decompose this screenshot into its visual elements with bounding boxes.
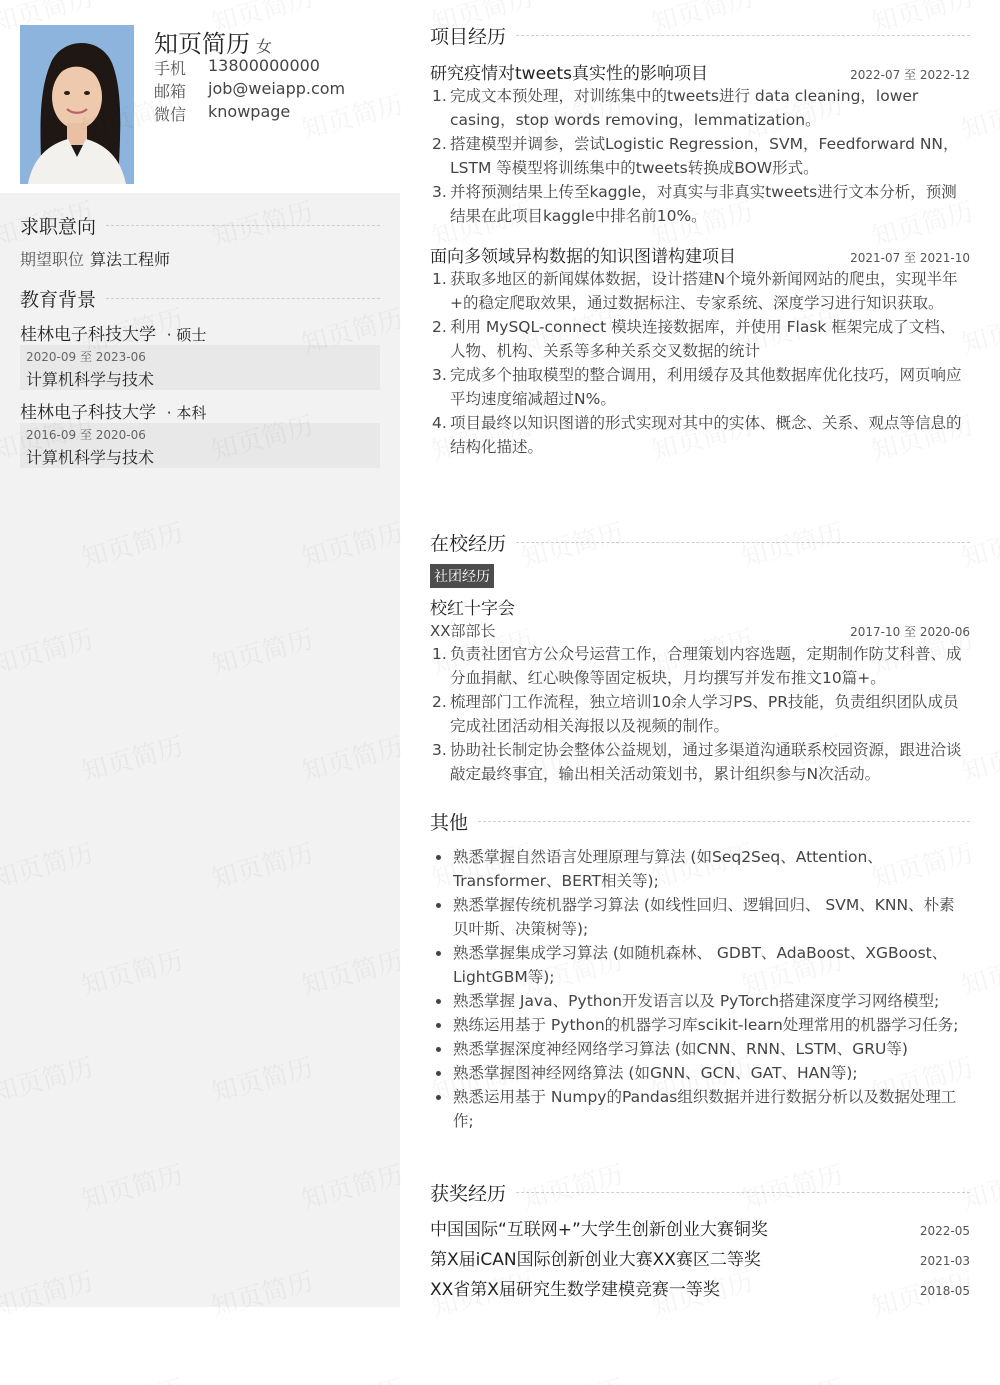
watermark-text bbox=[297, 1368, 407, 1385]
contact-label: 邮箱 bbox=[154, 82, 187, 101]
list-item-text: 梳理部门工作流程，独立培训10余人学习PS、PR技能，负责组织团队成员完成社团活动相关海报以及视频的制作。 bbox=[450, 693, 959, 735]
list-item-text: 熟悉掌握 Java、Python开发语言以及 PyTorch搭建深度学习网络模型; bbox=[453, 992, 940, 1010]
section-divider bbox=[516, 542, 970, 543]
candidate-gender: 女 bbox=[256, 37, 273, 56]
projects-section-title bbox=[430, 22, 970, 49]
project-date: 2021-07 至 2021-10 bbox=[850, 251, 970, 265]
award-row bbox=[430, 1275, 970, 1300]
role-date: 2017-10 至 2020-06 bbox=[850, 625, 970, 639]
list-item bbox=[430, 1037, 970, 1061]
contact-wechat bbox=[154, 102, 290, 125]
candidate-name: 知页简历 bbox=[154, 30, 250, 58]
contact-label: 手机 bbox=[154, 59, 187, 78]
profile-photo bbox=[20, 25, 134, 184]
watermark-text bbox=[737, 1368, 847, 1385]
list-item-text: 负责社团官方公众号运营工作，合理策划内容选题，定期制作防艾科普、成分血捐献、红心映像等固定板块，月均撰写并发布推文10篇+。 bbox=[450, 645, 962, 687]
expected-position bbox=[20, 247, 170, 270]
list-item: 2. 利用 MySQL-connect 模块连接数据库，并使用 Flask 框架完成了文档、人物、机构、关系等多种关系交叉数据的统计 bbox=[432, 318, 956, 360]
section-divider bbox=[516, 1192, 970, 1193]
contact-value: knowpage bbox=[208, 102, 291, 121]
list-item: 3. 协助社长制定协会整体公益规划，通过多渠道沟通联系校园资源，跟进洽谈敲定最终事宜，输出相关活动策划书，累计组织参与N次活动。 bbox=[432, 741, 962, 783]
list-item: 1. 获取多地区的新闻媒体数据，设计搭建N个境外新闻网站的爬虫，实现半年+的稳定爬取效果，通过数据标注、专家系统、深度学习进行知识获取。 bbox=[432, 270, 958, 312]
award-name: XX省第X届研究生数学建模竞赛一等奖 bbox=[430, 1280, 720, 1300]
contact-email bbox=[154, 79, 345, 102]
section-title-text: 求职意向 bbox=[20, 216, 97, 238]
education-major: 计算机科学与技术 bbox=[26, 448, 155, 467]
campus-section-title bbox=[430, 529, 970, 556]
list-item: 1. 负责社团官方公众号运营工作，合理策划内容选题，定期制作防艾科普、成分血捐献、红心映像等固定板块，月均撰写并发布推文10篇+。 bbox=[432, 645, 962, 687]
education-section-title bbox=[20, 285, 380, 312]
list-item bbox=[430, 845, 970, 893]
list-item bbox=[430, 893, 970, 941]
project-points bbox=[430, 267, 970, 459]
award-name: 第X届iCAN国际创新创业大赛XX赛区二等奖 bbox=[430, 1250, 761, 1270]
list-item: 2. 搭建模型并调参，尝试Logistic Regression，SVM，Feedforward NN，LSTM 等模型将训练集中的tweets转换成BOW形式。 bbox=[432, 135, 959, 177]
section-title-text: 在校经历 bbox=[430, 533, 507, 555]
section-divider bbox=[516, 35, 970, 36]
skills-list bbox=[430, 845, 970, 1133]
contact-value: job@weiapp.com bbox=[208, 79, 346, 98]
section-divider bbox=[478, 821, 970, 822]
list-item-text: 熟悉掌握传统机器学习算法 (如线性回归、逻辑回归、 SVM、KNN、朴素贝叶斯、决策树等); bbox=[453, 896, 955, 938]
award-date: 2021-03 bbox=[919, 1254, 970, 1268]
project-header bbox=[430, 242, 970, 267]
list-item bbox=[430, 1013, 970, 1037]
award-date: 2022-05 bbox=[919, 1224, 970, 1238]
watermark-text bbox=[957, 1368, 1000, 1385]
education-detail bbox=[20, 345, 380, 390]
award-row bbox=[430, 1245, 970, 1270]
contact-value: 13800000000 bbox=[208, 56, 320, 75]
project-name: 面向多领域异构数据的知识图谱构建项目 bbox=[430, 247, 736, 267]
education-school: 桂林电子科技大学 · 硕士 bbox=[20, 325, 207, 345]
award-row bbox=[430, 1215, 970, 1240]
list-item-text: 搭建模型并调参，尝试Logistic Regression，SVM，Feedforward NN，LSTM 等模型将训练集中的tweets转换成BOW形式。 bbox=[450, 135, 959, 177]
list-item-text: 完成文本预处理，对训练集中的tweets进行 data cleaning，lower casing，stop words removing，lemmatization。 bbox=[450, 87, 919, 129]
contact-phone bbox=[154, 56, 320, 79]
list-item: 4. 项目最终以知识图谱的形式实现对其中的实体、概念、关系、观点等信息的结构化描述。 bbox=[432, 414, 962, 456]
role-title: XX部部长 bbox=[430, 622, 496, 640]
list-item: 3. 并将预测结果上传至kaggle，对真实与非真实tweets进行文本分析，预测结果在此项目kaggle中排名前10%。 bbox=[432, 183, 957, 225]
list-item bbox=[430, 941, 970, 989]
section-title-text: 其他 bbox=[430, 812, 469, 834]
expected-position-value: 算法工程师 bbox=[90, 250, 171, 269]
education-date: 2020-09 至 2023-06 bbox=[26, 350, 146, 364]
list-item-text: 熟练运用基于 Python的机器学习库scikit-learn处理常用的机器学习任务; bbox=[453, 1016, 959, 1034]
section-divider bbox=[106, 298, 380, 299]
award-date: 2018-05 bbox=[919, 1284, 970, 1298]
list-item-text: 熟悉掌握图神经网络算法 (如GNN、GCN、GAT、HAN等); bbox=[453, 1064, 858, 1082]
section-title-text: 获奖经历 bbox=[430, 1183, 507, 1205]
section-divider bbox=[106, 225, 380, 226]
degree: 硕士 bbox=[176, 326, 207, 344]
list-item-text: 完成多个抽取模型的整合调用，利用缓存及其他数据库优化技巧，网页响应平均速度缩减超过N%。 bbox=[450, 366, 962, 408]
list-item-text: 利用 MySQL-connect 模块连接数据库，并使用 Flask 框架完成了文档、人物、机构、关系等多种关系交叉数据的统计 bbox=[450, 318, 956, 360]
school-name: 桂林电子科技大学 bbox=[20, 325, 156, 345]
campus-points bbox=[430, 642, 970, 786]
education-school: 桂林电子科技大学 · 本科 bbox=[20, 403, 207, 423]
list-item-text: 熟悉掌握深度神经网络学习算法 (如CNN、RNN、LSTM、GRU等) bbox=[453, 1040, 908, 1058]
section-title-text: 教育背景 bbox=[20, 289, 97, 311]
list-item: 1. 完成文本预处理，对训练集中的tweets进行 data cleaning，lower casing，stop words removing，lemmatization。 bbox=[432, 87, 919, 129]
list-item bbox=[430, 1085, 970, 1133]
list-item-text: 获取多地区的新闻媒体数据，设计搭建N个境外新闻网站的爬虫，实现半年+的稳定爬取效果，通过数据标注、专家系统、深度学习进行知识获取。 bbox=[450, 270, 958, 312]
contact-label: 微信 bbox=[154, 105, 187, 124]
list-item: 3. 完成多个抽取模型的整合调用，利用缓存及其他数据库优化技巧，网页响应平均速度缩减超过N%。 bbox=[432, 366, 962, 408]
list-item bbox=[430, 1061, 970, 1085]
project-name: 研究疫情对tweets真实性的影响项目 bbox=[430, 64, 709, 84]
project-date: 2022-07 至 2022-12 bbox=[850, 68, 970, 82]
awards-section-title bbox=[430, 1179, 970, 1206]
role-row bbox=[430, 620, 970, 641]
list-item-text: 项目最终以知识图谱的形式实现对其中的实体、概念、关系、观点等信息的结构化描述。 bbox=[450, 414, 962, 456]
list-item bbox=[430, 989, 970, 1013]
others-section-title bbox=[430, 808, 970, 835]
education-detail bbox=[20, 423, 380, 468]
expected-position-label: 期望职位 bbox=[20, 250, 85, 269]
section-title-text: 项目经历 bbox=[430, 26, 507, 48]
school-name: 桂林电子科技大学 bbox=[20, 403, 156, 423]
intent-section-title bbox=[20, 212, 380, 239]
list-item-text: 协助社长制定协会整体公益规划，通过多渠道沟通联系校园资源，跟进洽谈敲定最终事宜，输出相关活动策划书，累计组织参与N次活动。 bbox=[450, 741, 962, 783]
project-header bbox=[430, 59, 970, 84]
list-item: 2. 梳理部门工作流程，独立培训10余人学习PS、PR技能，负责组织团队成员完成社团活动相关海报以及视频的制作。 bbox=[432, 693, 959, 735]
club-tag: 社团经历 bbox=[430, 564, 494, 588]
award-name: 中国国际“互联网+”大学生创新创业大赛铜奖 bbox=[430, 1220, 768, 1240]
project-points bbox=[430, 84, 970, 228]
list-item-text: 熟悉掌握集成学习算法 (如随机森林、 GDBT、AdaBoost、XGBoost、LightGBM等); bbox=[453, 944, 948, 986]
watermark-text bbox=[517, 1368, 627, 1385]
name-row bbox=[154, 24, 272, 59]
list-item-text: 熟悉运用基于 Numpy的Pandas组织数据并进行数据分析以及数据处理工作; bbox=[453, 1088, 957, 1130]
watermark-text bbox=[77, 1368, 187, 1385]
degree: 本科 bbox=[176, 404, 207, 422]
education-date: 2016-09 至 2020-06 bbox=[26, 428, 146, 442]
list-item-text: 熟悉掌握自然语言处理原理与算法 (如Seq2Seq、Attention、Transformer、BERT相关等); bbox=[453, 848, 883, 890]
organization-name: 校红十字会 bbox=[430, 599, 515, 619]
list-item-text: 并将预测结果上传至kaggle，对真实与非真实tweets进行文本分析，预测结果在此项目kaggle中排名前10%。 bbox=[450, 183, 957, 225]
education-major: 计算机科学与技术 bbox=[26, 370, 155, 389]
